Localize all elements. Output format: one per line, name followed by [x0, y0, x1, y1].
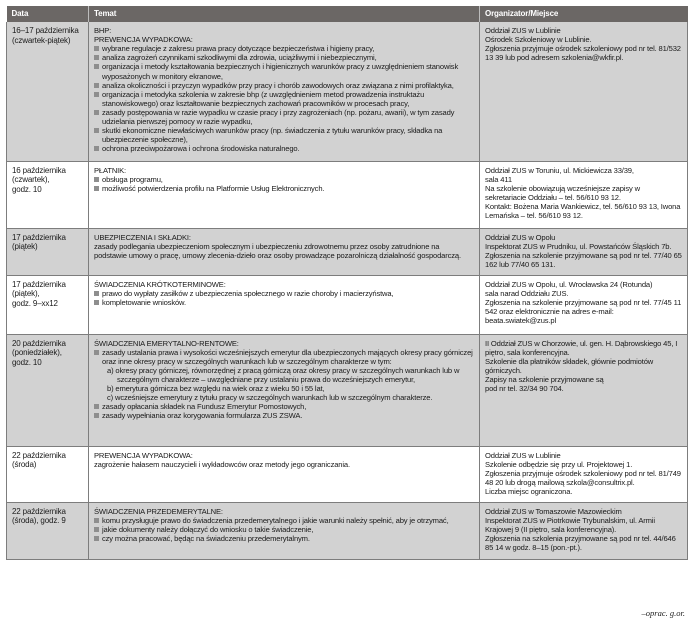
- list-item-text: analiza zagrożeń czynnikami szkodliwymi dla zdrowia, uciążliwymi i niebezpiecznymi,: [102, 53, 377, 63]
- list-item-text: czy można pracować, będąc na świadczeniu przedemerytalnym.: [102, 533, 310, 543]
- date-text: 17 października: [12, 232, 66, 242]
- topic-cell: [89, 275, 480, 334]
- topic-list: [94, 44, 474, 153]
- list-item-text: organizacja i metodyka szkolenia w zakresie bhp (z uwzględnieniem metod prowadzenia instruktażu stanowiskowego) oraz kształtowanie bezpiecznych zachowań pracowników w procesach pracy,: [102, 89, 425, 108]
- date-text: 16–17 października: [12, 26, 79, 36]
- organizer-line: Oddział ZUS w Tomaszowie Mazowieckim: [485, 506, 622, 516]
- topic-text: zagrożenie hałasem nauczycieli i wykładowców oraz metody jego ograniczania.: [94, 459, 350, 469]
- organizer-line: sala narad Oddziału ZUS.: [485, 288, 569, 298]
- organizer-line: Oddział ZUS w Opolu, ul. Wrocławska 24 (Rotunda): [485, 279, 653, 289]
- list-item-text: obsługa programu,: [102, 174, 163, 184]
- training-schedule-table: [6, 6, 688, 560]
- square-bullet-icon: [94, 518, 99, 523]
- topic-title: UBEZPIECZENIA I SKŁADKI:: [94, 232, 191, 242]
- list-item-text: zasady wypełniania oraz korygowania formularza ZUS ZSWA.: [102, 411, 303, 421]
- organizer-cell: [480, 275, 688, 334]
- organizer-line: Oddział ZUS w Lublinie: [485, 26, 561, 36]
- organizer-line: Oddział ZUS w Lublinie: [485, 450, 561, 460]
- table-row: [7, 161, 688, 228]
- date-text: 20 października: [12, 338, 66, 348]
- topic-cell: [89, 334, 480, 446]
- header-topic: Temat: [89, 6, 480, 22]
- square-bullet-icon: [94, 110, 99, 115]
- topic-title: BHP:: [94, 26, 112, 36]
- table-header-row: [7, 6, 688, 22]
- organizer-cell: [480, 228, 688, 275]
- organizer-line: Zgłoszenia na szkolenie przyjmowane są pod nr tel. 77/45 11 542 oraz elektronicznie na adres e-mail: beata.swiatek@zus.pl: [485, 297, 682, 325]
- list-item: [94, 516, 474, 525]
- list-item: [94, 62, 474, 80]
- date-text: (czwartek),: [12, 175, 50, 185]
- list-item-text: zasady opłacania składek na Fundusz Emerytur Pomostowych,: [102, 402, 307, 412]
- square-bullet-icon: [94, 404, 99, 409]
- table-row: [7, 228, 688, 275]
- topic-cell: [89, 446, 480, 502]
- list-item: [94, 402, 474, 411]
- date-text: 17 października: [12, 279, 66, 289]
- list-item-text: komu przysługuje prawo do świadczenia przedemerytalnego i jakie warunki należy spełnić, aby je otrzymać,: [102, 515, 449, 525]
- date-cell: [7, 502, 89, 559]
- square-bullet-icon: [94, 536, 99, 541]
- organizer-line: II Oddział ZUS w Chorzowie, ul. gen. H. Dąbrowskiego 45, I piętro, sala konferencyjna.: [485, 338, 678, 357]
- list-item-text: ochrona przeciwpożarowa i ochrona środowiska naturalnego.: [102, 144, 300, 154]
- organizer-line: Inspektorat ZUS w Prudniku, ul. Powstańców Śląskich 7b.: [485, 241, 672, 251]
- square-bullet-icon: [94, 350, 99, 355]
- date-cell: [7, 275, 89, 334]
- square-bullet-icon: [94, 128, 99, 133]
- date-text: 22 października: [12, 450, 66, 460]
- list-item: [94, 108, 474, 126]
- organizer-line: Oddział ZUS w Toruniu, ul. Mickiewicza 33/39,: [485, 165, 634, 175]
- list-item-text: analiza okoliczności i przyczyn wypadków przy pracy i chorób zawodowych oraz związana z nimi profilaktyka,: [102, 80, 454, 90]
- date-text: godz. 10: [12, 357, 42, 367]
- list-item-text: jakie dokumenty należy dołączyć do wniosku o takie świadczenie,: [102, 524, 314, 534]
- organizer-line: Ośrodek Szkoleniowy w Lublinie.: [485, 35, 592, 45]
- organizer-line: Inspektorat ZUS w Piotrkowie Trybunalskim, ul. Armii Krajowej 9 (II piętro, sala konferencyjna).: [485, 515, 655, 534]
- date-cell: [7, 334, 89, 446]
- square-bullet-icon: [94, 55, 99, 60]
- table-row: [7, 334, 688, 446]
- table-row: [7, 446, 688, 502]
- list-item: [94, 44, 474, 53]
- topic-title: PREWENCJA WYPADKOWA:: [94, 450, 193, 460]
- square-bullet-icon: [94, 291, 99, 296]
- topic-title: PŁATNIK:: [94, 165, 126, 175]
- organizer-line: Zgłoszenia przyjmuje ośrodek szkoleniowy pod nr tel. 81/749 48 20 lub drogą mailową szkola@consultrix.pl.: [485, 468, 681, 487]
- organizer-cell: [480, 22, 688, 161]
- date-text: 22 października: [12, 506, 66, 516]
- date-text: (poniedziałek),: [12, 348, 62, 358]
- date-text: (czwartek-piątek): [12, 35, 71, 45]
- topic-cell: [89, 502, 480, 559]
- organizer-cell: [480, 446, 688, 502]
- square-bullet-icon: [94, 46, 99, 51]
- sub-list: [94, 366, 474, 402]
- sub-list-item: c) wcześniejsze emerytury z tytułu pracy w szczególnych warunkach lub w szczególnym charakterze.: [107, 393, 433, 403]
- square-bullet-icon: [94, 300, 99, 305]
- list-item: [94, 126, 474, 144]
- square-bullet-icon: [94, 527, 99, 532]
- topic-text: zasady podlegania ubezpieczeniom społecznym i ubezpieczeniu zdrowotnemu przez osoby zatrudnione na podstawie umowy o pracę, umowy zlecenia-dzieło oraz osoby prowadzące pozarolniczą działalność gospodarczą.: [94, 241, 461, 260]
- author-credit: –oprac. g.or.: [641, 608, 685, 618]
- organizer-line: Oddział ZUS w Opolu: [485, 232, 556, 242]
- topic-list: [94, 175, 474, 193]
- square-bullet-icon: [94, 186, 99, 191]
- organizer-cell: [480, 334, 688, 446]
- date-text: (środa), godz. 9: [12, 516, 66, 526]
- list-item: [94, 144, 474, 153]
- square-bullet-icon: [94, 92, 99, 97]
- list-item: [94, 90, 474, 108]
- table-row: [7, 22, 688, 161]
- organizer-line: Liczba miejsc ograniczona.: [485, 486, 573, 496]
- list-item-text: organizacja i metody kształtowania bezpiecznych i higienicznych warunków pracy z uwzględnieniem stanowisk wyposażonych w monitory ekranowe,: [102, 62, 459, 81]
- square-bullet-icon: [94, 177, 99, 182]
- topic-list: [94, 348, 474, 366]
- list-item: [94, 348, 474, 366]
- table-row: [7, 502, 688, 559]
- date-text: godz. 10: [12, 184, 42, 194]
- list-item: [94, 184, 474, 193]
- organizer-line: Zgłoszenia na szkolenia przyjmowane są pod nr tel. 44/646 85 14 w godz. 8–15 (pon.-pt.).: [485, 533, 676, 552]
- list-item-text: prawo do wypłaty zasiłków z ubezpieczenia społecznego w razie choroby i macierzyństwa,: [102, 288, 394, 298]
- organizer-line: Zapisy na szkolenie przyjmowane są: [485, 374, 604, 384]
- organizer-cell: [480, 502, 688, 559]
- date-cell: [7, 446, 89, 502]
- square-bullet-icon: [94, 413, 99, 418]
- organizer-line: Zgłoszenia na szkolenie przyjmowane są pod nr tel. 77/40 65 162 lub 77/40 65 131.: [485, 250, 682, 269]
- date-cell: [7, 22, 89, 161]
- list-item: [94, 525, 474, 534]
- date-cell: [7, 228, 89, 275]
- topic-cell: [89, 228, 480, 275]
- list-item-text: kompletowanie wniosków.: [102, 297, 186, 307]
- organizer-line: Na szkolenie obowiązują wcześniejsze zapisy w sekretariacie Oddziału – tel. 56/610 93 12.: [485, 183, 640, 202]
- square-bullet-icon: [94, 83, 99, 88]
- organizer-line: sala 411: [485, 174, 512, 184]
- list-item-text: możliwość potwierdzenia profilu na Platformie Usług Elektronicznych.: [102, 183, 325, 193]
- organizer-line: Szkolenie dla płatników składek, głównie podmiotów górniczych.: [485, 356, 654, 375]
- header-organizer: Organizator/Miejsce: [480, 6, 688, 22]
- list-item-text: skutki ekonomiczne niewłaściwych warunków pracy (np. świadczenia z tytułu warunków pracy, składka na ubezpieczenie społeczne),: [102, 126, 443, 145]
- organizer-line: Zgłoszenia przyjmuje ośrodek szkoleniowy pod nr tel. 81/532 13 39 lub pod adresem szkolenia@wkfir.pl.: [485, 44, 681, 63]
- list-item: [94, 81, 474, 90]
- list-item: [94, 53, 474, 62]
- organizer-line: Kontakt: Bożena Maria Wankiewicz, tel. 56/610 93 13, Iwona Lemańska – tel. 56/610 93 12.: [485, 201, 681, 221]
- square-bullet-icon: [94, 146, 99, 151]
- date-text: 16 października: [12, 165, 66, 175]
- topic-title: PREWENCJA WYPADKOWA:: [94, 35, 193, 45]
- table-row: [7, 275, 688, 334]
- list-item: [94, 175, 474, 184]
- list-item-text: zasady postępowania w razie wypadku w czasie pracy i przy zagrożeniach (np. pożaru, awarii), w tym zasady udzielania pierwszej pomocy w razie wypadku,: [102, 107, 455, 127]
- list-item: [94, 534, 474, 543]
- organizer-line: Szkolenie odbędzie się przy ul. Projektowej 1.: [485, 459, 633, 469]
- date-text: godz. 9–xx12: [12, 298, 58, 308]
- organizer-cell: [480, 161, 688, 228]
- topic-title: ŚWIADCZENIA EMERYTALNO-RENTOWE:: [94, 338, 239, 348]
- date-cell: [7, 161, 89, 228]
- header-date: Data: [7, 6, 89, 22]
- topic-cell: [89, 161, 480, 228]
- topic-list: [94, 516, 474, 543]
- list-item: [94, 411, 474, 420]
- date-text: (piątek): [12, 242, 38, 252]
- square-bullet-icon: [94, 64, 99, 69]
- topic-cell: [89, 22, 480, 161]
- organizer-line: pod nr tel. 32/34 90 704.: [485, 384, 564, 394]
- list-item: [94, 289, 474, 298]
- topic-title: ŚWIADCZENIA KRÓTKOTERMINOWE:: [94, 279, 226, 289]
- date-text: (środa): [12, 460, 37, 470]
- list-item: [94, 298, 474, 307]
- date-text: (piątek),: [12, 289, 40, 299]
- topic-list: [94, 402, 474, 420]
- list-item-text: zasady ustalania prawa i wysokości wcześniejszych emerytur dla ubezpieczonych mających okresy pracy górniczej oraz inne okresy pracy w szczególnych warunkach lub w szczególnym charakterze w tym:: [102, 347, 473, 366]
- list-item-text: wybrane regulacje z zakresu prawa pracy dotyczące bezpieczeństwa i higieny pracy,: [102, 44, 375, 54]
- topic-list: [94, 289, 474, 307]
- topic-title: ŚWIADCZENIA PRZEDEMERYTALNE:: [94, 506, 223, 516]
- sub-list-item: a) okresy pracy górniczej, równorzędnej z pracą górniczą oraz okresy pracy w szczególnych warunkach lub w szczególnym charakterze – uwzględniane przy ustalaniu prawa do wcześniejszych emerytur,: [107, 365, 460, 384]
- sub-list-item: b) emerytura górnicza bez względu na wiek oraz z wieku 50 i 55 lat,: [107, 384, 325, 394]
